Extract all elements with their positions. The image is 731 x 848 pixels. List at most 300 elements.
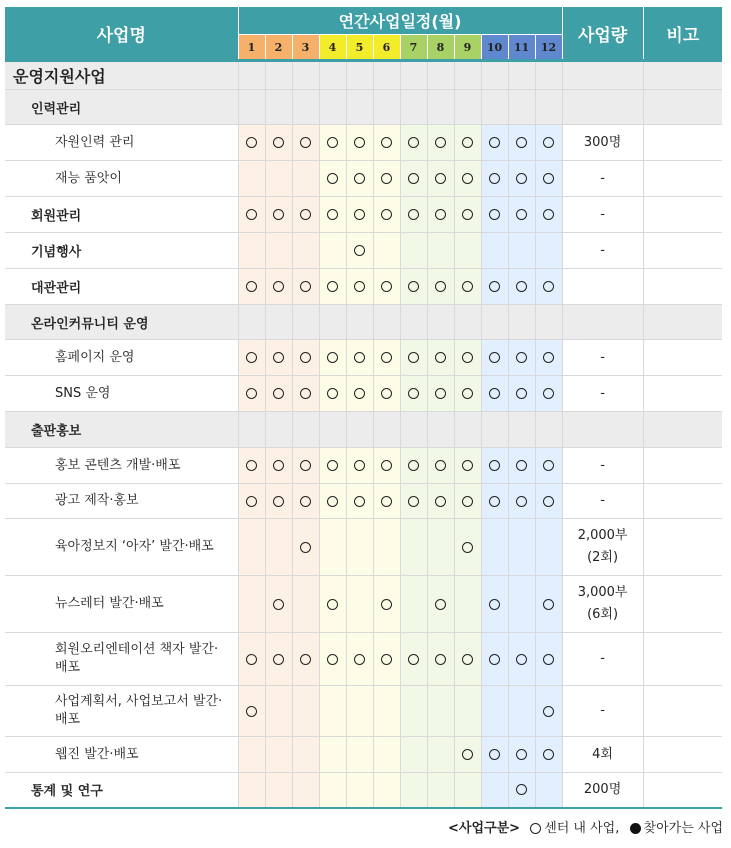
row-name: 사업계획서, 사업보고서 발간·배포 [55,694,223,727]
row-volume [562,90,643,125]
month-cell-6 [373,90,400,125]
row-note [643,197,722,233]
month-cell-6 [373,576,400,633]
row-volume: 2,000부 (2회) [562,519,643,576]
month-cell-8 [427,340,454,376]
month-cell-9 [454,412,481,448]
open-circle-icon [381,352,392,363]
open-circle-icon [489,137,500,148]
month-cell-7 [400,197,427,233]
table-row [5,519,722,576]
month-cell-8 [427,233,454,269]
month-header-6: 6 [373,35,400,61]
month-cell-8 [427,484,454,519]
open-circle-icon [462,542,473,553]
month-cell-9 [454,484,481,519]
month-cell-11 [508,519,535,576]
month-header-11: 11 [508,35,535,61]
legend-filled-text: 찾아가는 사업 [643,821,723,836]
month-cell-12 [535,305,562,340]
row-note [643,61,722,90]
month-cell-10 [481,412,508,448]
open-circle-icon [300,542,311,553]
open-circle-icon [327,137,338,148]
month-cell-10 [481,233,508,269]
open-circle-icon [435,496,446,507]
month-cell-10 [481,161,508,197]
month-cell-1 [238,305,265,340]
month-cell-12 [535,633,562,686]
month-cell-10 [481,576,508,633]
month-cell-7 [400,519,427,576]
open-circle-icon [354,352,365,363]
open-circle-icon [489,749,500,760]
open-circle-icon [489,281,500,292]
month-cell-2 [265,519,292,576]
month-cell-3 [292,737,319,773]
row-note [643,161,722,197]
row-name: 출판홍보 [5,412,238,448]
annual-schedule-table [5,7,722,809]
month-cell-1 [238,448,265,484]
month-cell-4 [319,686,346,737]
table-row [5,412,722,448]
row-volume: 4회 [562,737,643,773]
month-cell-11 [508,412,535,448]
open-circle-icon [381,654,392,665]
month-cell-1 [238,125,265,161]
month-header-3: 3 [292,35,319,61]
month-cell-3 [292,269,319,305]
open-circle-icon [516,352,527,363]
open-circle-icon [435,460,446,471]
open-circle-icon [462,209,473,220]
open-circle-icon [435,352,446,363]
month-cell-5 [346,233,373,269]
month-cell-7 [400,61,427,90]
open-circle-icon [273,281,284,292]
open-circle-icon [462,388,473,399]
month-cell-7 [400,412,427,448]
month-cell-10 [481,340,508,376]
header-project-name: 사업명 [5,7,238,61]
month-cell-10 [481,197,508,233]
month-cell-10 [481,61,508,90]
month-cell-2 [265,233,292,269]
open-circle-icon [543,749,554,760]
row-name: 뉴스레터 발간·배포 [55,596,164,611]
month-cell-10 [481,90,508,125]
month-cell-6 [373,633,400,686]
open-circle-icon [327,209,338,220]
month-cell-2 [265,125,292,161]
month-cell-8 [427,125,454,161]
row-name: 온라인커뮤니티 운영 [5,305,238,340]
month-cell-2 [265,412,292,448]
month-cell-6 [373,269,400,305]
open-circle-icon [462,281,473,292]
month-cell-12 [535,376,562,412]
month-cell-3 [292,773,319,808]
month-cell-6 [373,519,400,576]
month-cell-11 [508,686,535,737]
table-row [5,125,722,161]
legend-open-text: 센터 내 사업, [544,821,620,836]
table-row [5,61,722,90]
month-cell-5 [346,125,373,161]
month-cell-12 [535,686,562,737]
month-cell-5 [346,773,373,808]
row-note [643,633,722,686]
month-cell-1 [238,686,265,737]
open-circle-icon [246,209,257,220]
open-circle-icon [300,654,311,665]
open-circle-icon [381,496,392,507]
month-cell-8 [427,448,454,484]
table-row [5,233,722,269]
month-cell-3 [292,633,319,686]
open-circle-icon [435,654,446,665]
month-cell-9 [454,90,481,125]
month-cell-12 [535,412,562,448]
open-circle-icon [462,137,473,148]
month-cell-7 [400,773,427,808]
open-circle-icon [543,209,554,220]
month-cell-4 [319,576,346,633]
month-cell-11 [508,484,535,519]
month-cell-3 [292,61,319,90]
month-cell-7 [400,448,427,484]
month-cell-2 [265,686,292,737]
month-cell-1 [238,737,265,773]
open-circle-icon [543,137,554,148]
month-cell-11 [508,125,535,161]
row-note [643,773,722,808]
month-cell-9 [454,773,481,808]
table-row [5,90,722,125]
open-circle-icon [246,706,257,717]
table-row [5,305,722,340]
month-cell-11 [508,448,535,484]
row-note [643,519,722,576]
month-cell-5 [346,576,373,633]
month-cell-9 [454,633,481,686]
open-circle-icon [381,209,392,220]
month-cell-1 [238,519,265,576]
open-circle-icon [489,654,500,665]
month-cell-3 [292,233,319,269]
open-circle-icon [516,388,527,399]
open-circle-icon [543,388,554,399]
month-cell-9 [454,125,481,161]
open-circle-icon [327,281,338,292]
month-cell-7 [400,633,427,686]
month-cell-7 [400,686,427,737]
month-cell-1 [238,197,265,233]
open-circle-icon [543,496,554,507]
month-cell-8 [427,269,454,305]
month-cell-10 [481,125,508,161]
row-name: 재능 품앗이 [55,170,122,186]
month-cell-8 [427,376,454,412]
open-circle-icon [381,281,392,292]
month-cell-3 [292,376,319,412]
open-circle-icon [489,388,500,399]
month-cell-5 [346,161,373,197]
month-cell-11 [508,197,535,233]
filled-circle-icon [630,823,641,834]
row-volume: - [562,633,643,686]
open-circle-icon [516,173,527,184]
row-note [643,90,722,125]
month-cell-12 [535,233,562,269]
month-cell-9 [454,686,481,737]
month-cell-3 [292,519,319,576]
row-note [643,376,722,412]
open-circle-icon [354,281,365,292]
month-cell-5 [346,305,373,340]
open-circle-icon [381,460,392,471]
open-circle-icon [408,209,419,220]
open-circle-icon [408,654,419,665]
open-circle-icon [300,460,311,471]
month-cell-4 [319,269,346,305]
month-cell-10 [481,686,508,737]
open-circle-icon [435,599,446,610]
row-volume: - [562,448,643,484]
month-cell-2 [265,576,292,633]
open-circle-icon [300,281,311,292]
month-cell-7 [400,90,427,125]
row-note [643,686,722,737]
month-cell-8 [427,161,454,197]
open-circle-icon [246,281,257,292]
month-cell-11 [508,90,535,125]
row-note [643,269,722,305]
open-circle-icon [516,137,527,148]
table-row [5,197,722,233]
month-cell-3 [292,686,319,737]
month-cell-12 [535,737,562,773]
month-cell-9 [454,197,481,233]
row-name: 인력관리 [5,90,238,125]
open-circle-icon [489,460,500,471]
month-cell-9 [454,233,481,269]
month-cell-5 [346,737,373,773]
row-volume [562,269,643,305]
open-circle-icon [327,496,338,507]
month-cell-3 [292,484,319,519]
month-cell-2 [265,340,292,376]
month-cell-3 [292,412,319,448]
month-cell-8 [427,412,454,448]
row-volume: - [562,197,643,233]
month-cell-4 [319,376,346,412]
month-header-7: 7 [400,35,427,61]
open-circle-icon [327,388,338,399]
month-cell-2 [265,197,292,233]
month-cell-2 [265,484,292,519]
open-circle-icon [489,599,500,610]
open-circle-icon [435,137,446,148]
month-cell-3 [292,305,319,340]
month-cell-9 [454,519,481,576]
open-circle-icon [327,173,338,184]
table-row [5,448,722,484]
open-circle-icon [300,388,311,399]
month-cell-6 [373,773,400,808]
month-cell-5 [346,376,373,412]
open-circle-icon [246,388,257,399]
month-cell-6 [373,161,400,197]
row-name: 홍보 콘텐츠 개발·배포 [55,457,181,473]
open-circle-icon [543,281,554,292]
row-volume: 200명 [562,773,643,808]
open-circle-icon [435,388,446,399]
month-header-4: 4 [319,35,346,61]
month-cell-3 [292,340,319,376]
row-name: 회원오리엔테이션 책자 발간·배포 [55,642,219,675]
month-cell-6 [373,197,400,233]
row-volume: - [562,686,643,737]
month-cell-6 [373,125,400,161]
month-cell-7 [400,161,427,197]
month-cell-2 [265,737,292,773]
month-cell-4 [319,197,346,233]
open-circle-icon [300,496,311,507]
month-cell-8 [427,519,454,576]
open-circle-icon [381,388,392,399]
month-cell-2 [265,633,292,686]
month-cell-4 [319,773,346,808]
row-name: 홈페이지 운영 [55,349,135,365]
month-cell-1 [238,269,265,305]
open-circle-icon [246,137,257,148]
open-circle-icon [246,460,257,471]
row-note [643,412,722,448]
month-cell-4 [319,340,346,376]
month-cell-2 [265,305,292,340]
month-cell-11 [508,340,535,376]
open-circle-icon [489,209,500,220]
month-cell-1 [238,773,265,808]
month-cell-9 [454,305,481,340]
month-cell-3 [292,576,319,633]
month-cell-4 [319,633,346,686]
month-cell-10 [481,773,508,808]
month-cell-6 [373,305,400,340]
month-cell-4 [319,125,346,161]
month-cell-10 [481,448,508,484]
row-name: SNS 운영 [55,385,111,401]
month-cell-4 [319,305,346,340]
open-circle-icon [354,460,365,471]
open-circle-icon [327,654,338,665]
month-cell-12 [535,484,562,519]
open-circle-icon [273,388,284,399]
month-header-9: 9 [454,35,481,61]
open-circle-icon [516,209,527,220]
month-cell-1 [238,484,265,519]
month-cell-4 [319,737,346,773]
month-cell-9 [454,340,481,376]
row-note [643,305,722,340]
open-circle-icon [273,352,284,363]
open-circle-icon [462,352,473,363]
open-circle-icon [354,496,365,507]
legend-label: <사업구분> [448,821,521,836]
open-circle-icon [408,281,419,292]
month-cell-12 [535,773,562,808]
table-row [5,686,722,737]
month-cell-12 [535,576,562,633]
month-cell-9 [454,737,481,773]
open-circle-icon [543,460,554,471]
month-cell-12 [535,197,562,233]
month-cell-11 [508,737,535,773]
month-cell-8 [427,737,454,773]
open-circle-icon [530,823,541,834]
row-note [643,448,722,484]
month-cell-11 [508,376,535,412]
month-cell-12 [535,340,562,376]
month-cell-12 [535,125,562,161]
month-cell-4 [319,233,346,269]
month-cell-5 [346,484,373,519]
month-cell-5 [346,686,373,737]
open-circle-icon [273,496,284,507]
row-name: 대관관리 [31,281,82,296]
open-circle-icon [435,209,446,220]
month-cell-9 [454,269,481,305]
month-cell-8 [427,773,454,808]
month-cell-6 [373,484,400,519]
open-circle-icon [273,460,284,471]
month-cell-11 [508,269,535,305]
open-circle-icon [408,173,419,184]
month-cell-3 [292,125,319,161]
month-cell-3 [292,161,319,197]
table-row [5,340,722,376]
open-circle-icon [516,654,527,665]
month-cell-12 [535,519,562,576]
month-cell-1 [238,233,265,269]
open-circle-icon [489,496,500,507]
month-cell-7 [400,233,427,269]
month-cell-5 [346,90,373,125]
row-volume: 3,000부 (6회) [562,576,643,633]
month-cell-9 [454,448,481,484]
open-circle-icon [246,654,257,665]
open-circle-icon [246,496,257,507]
row-volume: - [562,340,643,376]
row-volume [562,305,643,340]
month-header-1: 1 [238,35,265,61]
row-name: 웹진 발간·배포 [55,746,139,762]
open-circle-icon [354,245,365,256]
table-row [5,576,722,633]
month-cell-7 [400,484,427,519]
month-cell-7 [400,305,427,340]
row-note [643,233,722,269]
row-name: 자원인력 관리 [55,134,135,150]
header-volume: 사업량 [562,7,643,61]
month-cell-8 [427,633,454,686]
open-circle-icon [543,599,554,610]
month-cell-7 [400,340,427,376]
open-circle-icon [489,173,500,184]
month-cell-6 [373,412,400,448]
